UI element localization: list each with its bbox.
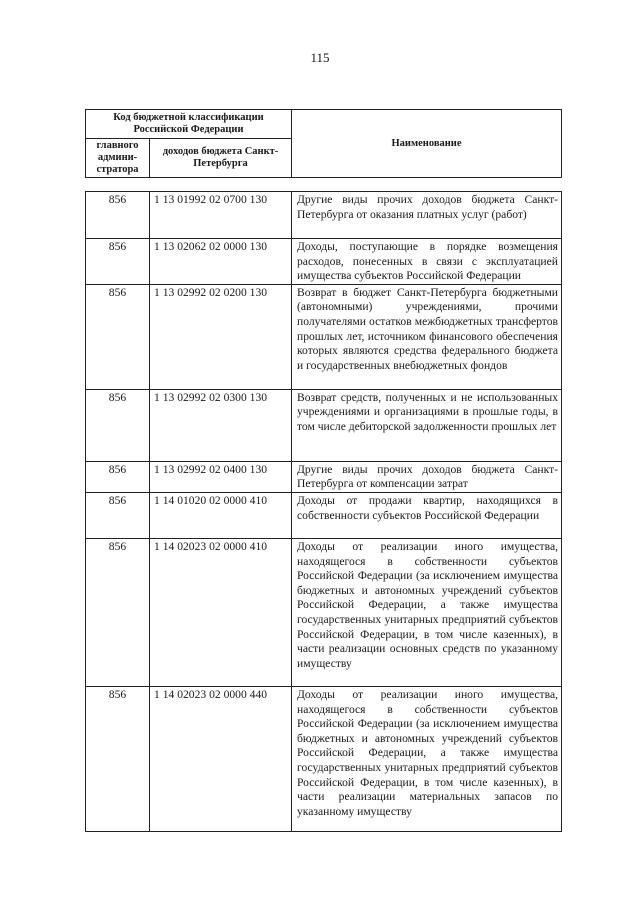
name-cell: Другие виды прочих доходов бюджета Санкт-Петербурга от компенсации затрат (292, 461, 562, 492)
admin-code-cell: 856 (86, 284, 150, 389)
table-row (86, 461, 562, 492)
revenue-table-body (86, 192, 562, 832)
table-row (86, 192, 562, 239)
table-row (86, 389, 562, 461)
revenue-table (85, 191, 562, 832)
page-number: 115 (310, 50, 330, 65)
admin-code-cell: 856 (86, 192, 150, 239)
admin-code-cell: 856 (86, 686, 150, 831)
admin-code-cell: 856 (86, 461, 150, 492)
table-row (86, 538, 562, 686)
name-cell: Доходы от реализации иного имущества, находящегося в собственности субъектов Российской Федерации (за исключением имущества бюджетных и автономных учреждений субъектов Российской Федерации, а также имущества государственных унитарных предприятий субъектов Российской Федерации, в том числе казенных), в части реализации основных средств по указанному имуществу (292, 538, 562, 686)
revenue-code-cell: 1 14 02023 02 0000 440 (150, 686, 292, 831)
header-table (85, 109, 562, 178)
admin-column-header: главного админи-стратора (86, 139, 150, 178)
revenue-code-cell: 1 13 02992 02 0400 130 (150, 461, 292, 492)
revenue-code-cell: 1 13 02992 02 0300 130 (150, 389, 292, 461)
table-row (86, 492, 562, 538)
name-cell: Доходы от продажи квартир, находящихся в собственности субъектов Российской Федерации (292, 492, 562, 538)
code-group-header: Код бюджетной классификации Российской Федерации (86, 110, 292, 139)
table-row (86, 284, 562, 389)
revenue-code-cell: 1 13 02992 02 0200 130 (150, 284, 292, 389)
revenue-column-header: доходов бюджета Санкт-Петербурга (150, 139, 292, 178)
admin-code-cell: 856 (86, 538, 150, 686)
name-cell: Доходы от реализации иного имущества, находящегося в собственности субъектов Российской Федерации (за исключением имущества бюджетных и автономных учреждений субъектов Российской Федерации, а также имущества государственных унитарных предприятий субъектов Российской Федерации, в том числе казенных), в части реализации материальных запасов по указанному имуществу (292, 686, 562, 831)
table-row (86, 239, 562, 285)
admin-code-cell: 856 (86, 492, 150, 538)
name-column-header: Наименование (292, 110, 562, 178)
revenue-code-cell: 1 13 01992 02 0700 130 (150, 192, 292, 239)
table-row (86, 686, 562, 831)
admin-code-cell: 856 (86, 239, 150, 285)
revenue-code-cell: 1 14 02023 02 0000 410 (150, 538, 292, 686)
revenue-code-cell: 1 14 01020 02 0000 410 (150, 492, 292, 538)
name-cell: Возврат в бюджет Санкт-Петербурга бюджетными (автономными) учреждениями, прочими получателями остатков межбюджетных трансфертов прошлых лет, источником финансового обеспечения которых являются средства федерального бюджета и государственных внебюджетных фондов (292, 284, 562, 389)
name-cell: Доходы, поступающие в порядке возмещения расходов, понесенных в связи с эксплуатацией имущества субъектов Российской Федерации (292, 239, 562, 285)
name-cell: Другие виды прочих доходов бюджета Санкт-Петербурга от оказания платных услуг (работ) (292, 192, 562, 239)
admin-code-cell: 856 (86, 389, 150, 461)
name-cell: Возврат средств, полученных и не использованных учреждениями и организациями в прошлые годы, в том числе дебиторской задолженности прошлых лет (292, 389, 562, 461)
revenue-code-cell: 1 13 02062 02 0000 130 (150, 239, 292, 285)
